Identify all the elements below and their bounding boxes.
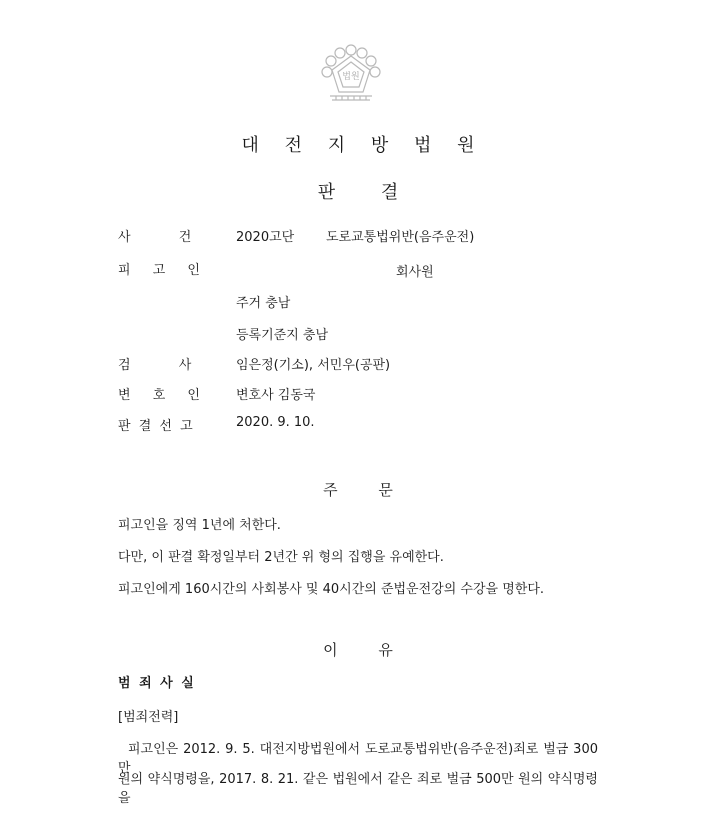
ruling-heading: 주 문 [323,481,393,499]
lawyer-value: 변호사 김동국 [236,388,316,403]
case-number: 2020고단 [236,230,295,245]
prosecutor-value: 임은정(기소), 서민우(공판) [236,358,391,373]
ruling-line: 피고인에게 160시간의 사회봉사 및 40시간의 준법운전강의 수강을 명한다. [118,582,545,597]
prosecutor-label: 검 사 [118,358,194,373]
defendant-registration: 등록기준지 충남 [236,328,329,343]
seal-text: 법원 [342,72,360,82]
crime-facts-heading: 범 죄 사 실 [118,676,196,691]
reason-line: 원의 약식명령을, 2017. 8. 21. 같은 법원에서 같은 죄로 벌금 500만 원의 약식명령을 [118,772,598,806]
document-type: 판 결 [317,182,399,203]
sentence-date-label: 판 결 선 고 [118,419,195,434]
criminal-record-label: [범죄전력] [118,710,179,725]
defendant-occupation: 회사원 [396,265,434,280]
defendant-address: 주거 충남 [236,296,291,311]
case-name: 도로교통법위반(음주운전) [326,230,475,245]
ruling-line: 피고인을 징역 1년에 처한다. [118,518,281,533]
defendant-label: 피 고 인 [118,263,202,278]
case-label: 사 건 [118,230,194,245]
court-seal-icon [318,42,384,106]
reason-heading: 이 유 [323,641,393,659]
reason-line: 피고인은 2012. 9. 5. 대전지방법원에서 도로교통법위반(음주운전)죄로 벌금 300만 [118,742,598,776]
lawyer-label: 변 호 인 [118,388,202,403]
court-name: 대 전 지 방 법 원 [241,135,485,156]
sentence-date: 2020. 9. 10. [236,415,315,430]
ruling-line: 다만, 이 판결 확정일부터 2년간 위 형의 집행을 유예한다. [118,550,444,565]
